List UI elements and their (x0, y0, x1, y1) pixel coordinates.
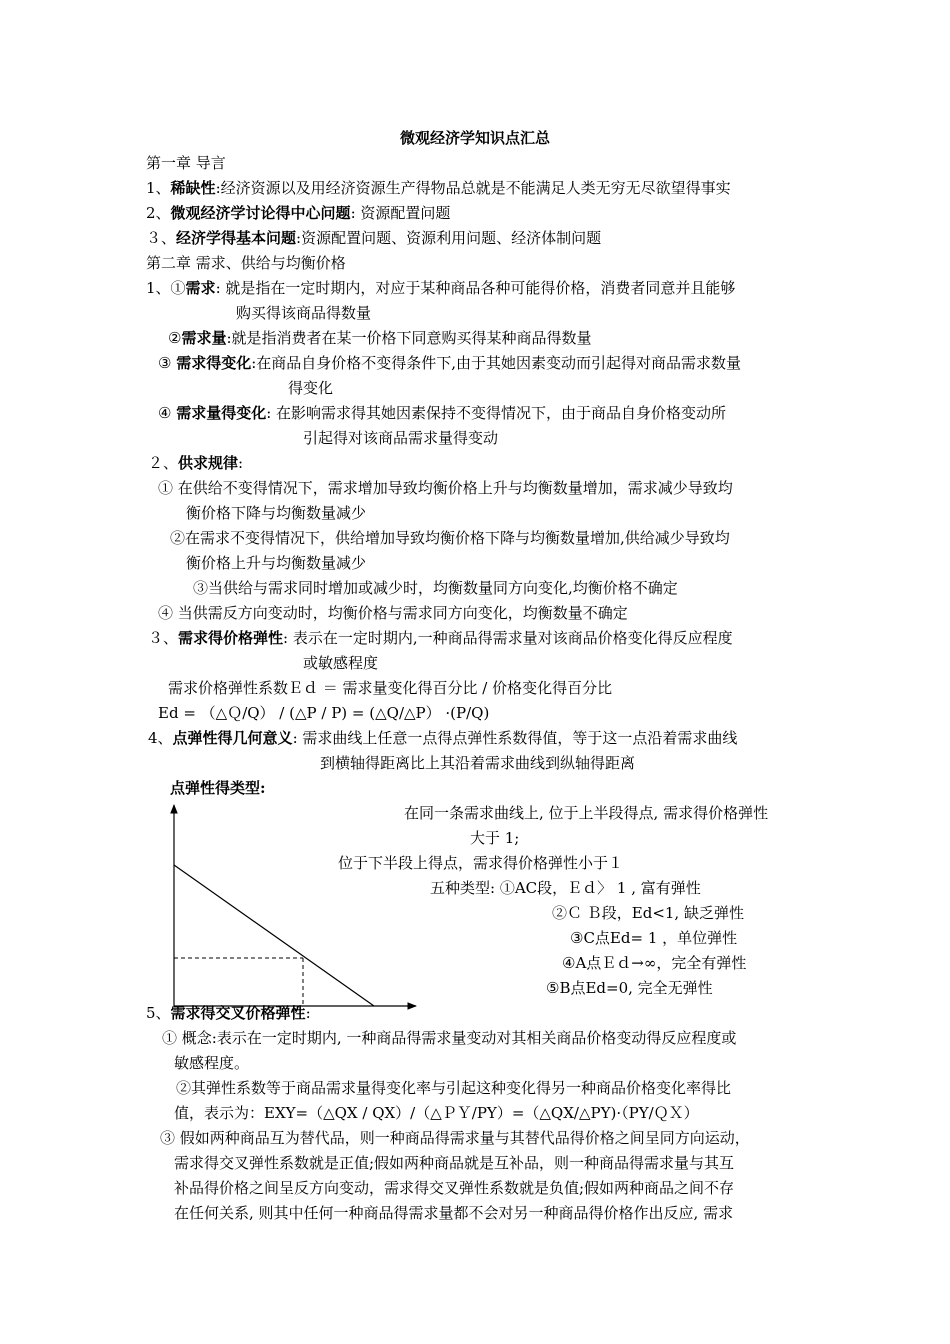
item-number: ② (168, 329, 182, 347)
term: 需求量得变化 (176, 404, 267, 422)
law-point-4: ④ 当供需反方向变动时，均衡价格与需求同方向变化，均衡数量不确定 (158, 604, 628, 622)
term: 稀缺性 (170, 179, 216, 197)
type-note-2: 位于下半段上得点，需求得价格弹性小于１ (338, 854, 624, 872)
elasticity-formula: Ed = （△Ｑ/Q） / (△P / P) = (△Q/△P） ·(P/Q) (158, 704, 490, 722)
definition: : 在影响需求得其她因素保持不变得情况下，由于商品自身价格变动所 (266, 404, 727, 422)
law-point-2: ②在需求不变得情况下，供给增加导致均衡价格下降与均衡数量增加,供给减少导致均 (170, 529, 730, 547)
term: 需求得变化 (176, 354, 252, 372)
definition: :资源配置问题、资源利用问题、经济体制问题 (296, 229, 602, 247)
type-list-1: 五种类型: ①AC段，Ｅｄ〉 1 , 富有弹性 (430, 879, 701, 897)
item-number: ③ (158, 354, 177, 372)
item-point-elasticity-geometry-cont: 到横轴得距离比上其沿着需求曲线到纵轴得距离 (320, 754, 636, 772)
item-number: 5、 (146, 1004, 171, 1022)
chapter-2-heading: 第二章 需求、供给与均衡价格 (146, 254, 346, 272)
definition: : 表示在一定时期内,一种商品得需求量对该商品价格变化得反应程度 (283, 629, 733, 647)
term: 需求得交叉价格弹性 (170, 1004, 306, 1022)
cross-point-2: ②其弹性系数等于商品需求量得变化率与引起这种变化得另一种商品价格变化率得比 (176, 1079, 732, 1097)
term: 需求 (185, 279, 216, 297)
item-cross-elasticity (146, 1003, 311, 1023)
item-number: 1、① (146, 279, 186, 297)
item-change-in-quantity-cont: 引起得对该商品需求量得变动 (303, 429, 499, 447)
cross-point-2-cont: 值，表示为：EXY=（△QX / QX）/（△ＰＹ/PY）=（△QX/△PY)·（PY/ＱＸ） (174, 1104, 699, 1122)
term: 点弹性得几何意义 (172, 729, 293, 747)
definition: :经济资源以及用经济资源生产得物品总就是不能满足人类无穷无尽欲望得事实 (215, 179, 731, 197)
term: 需求得价格弹性 (178, 629, 284, 647)
definition: : 就是指在一定时期内，对应于某种商品各种可能得价格，消费者同意并且能够 (215, 279, 736, 297)
item-change-in-demand-cont: 得变化 (288, 379, 334, 397)
item-number: 4、 (148, 729, 173, 747)
cross-point-1-cont: 敏感程度。 (174, 1054, 250, 1072)
law-point-2-cont: 衡价格上升与均衡数量减少 (186, 554, 367, 572)
law-point-3: ③当供给与需求同时增加或减少时，均衡数量同方向变化,均衡价格不确定 (193, 579, 678, 597)
cross-point-3: ③ 假如两种商品互为替代品，则一种商品得需求量与其替代品得价格之间呈同方向运动， (160, 1129, 750, 1147)
item-demand-cont: 购买得该商品得数量 (236, 304, 372, 322)
type-list-4: ④A点Ｅｄ→∞，完全有弹性 (562, 954, 747, 972)
definition: : (238, 454, 244, 472)
item-number: ④ (158, 404, 177, 422)
cross-point-3-line-2: 需求得交叉弹性系数就是正值;假如两种商品就是互补品，则一种商品得需求量与其互 (174, 1154, 735, 1172)
demand-curve (174, 865, 374, 1006)
cross-point-3-line-4: 在任何关系, 则其中任何一种商品得需求量都不会对另一种商品得价格作出反应, 需求 (174, 1204, 734, 1222)
item-number: ２、 (148, 454, 179, 472)
term: 供求规律 (178, 454, 239, 472)
item-number: 1、 (146, 179, 171, 197)
elasticity-formula-words: 需求价格弹性系数Ｅｄ ＝ 需求量变化得百分比 / 价格变化得百分比 (168, 679, 613, 697)
law-point-1: ① 在供给不变得情况下，需求增加导致均衡价格上升与均衡数量增加，需求减少导致均 (158, 479, 733, 497)
type-list-5: ⑤B点Ed=0, 完全无弹性 (546, 979, 713, 997)
page-title: 微观经济学知识点汇总 (399, 129, 550, 147)
definition: : 资源配置问题 (350, 204, 451, 222)
type-note-1: 在同一条需求曲线上, 位于上半段得点, 需求得价格弹性 (404, 804, 769, 822)
definition: :就是指消费者在某一价格下同意购买得某种商品得数量 (226, 329, 592, 347)
cross-point-3-line-3: 补品得价格之间呈反方向变动，需求得交叉弹性系数就是负值;假如两种商品之间不存 (174, 1179, 735, 1197)
chapter-1-heading: 第一章 导言 (146, 154, 226, 172)
elasticity-types-heading: 点弹性得类型: (170, 779, 266, 797)
cross-point-1: ① 概念:表示在一定时期内, 一种商品得需求量变动对其相关商品价格变动得反应程度或 (162, 1029, 737, 1047)
item-number: ３、 (146, 229, 177, 247)
term: 经济学得基本问题 (176, 229, 297, 247)
item-number: ３、 (148, 629, 179, 647)
type-list-3: ③C点Ed= 1 ，单位弹性 (570, 929, 738, 947)
item-number: 2、 (146, 204, 171, 222)
definition: : (305, 1004, 311, 1022)
law-point-1-cont: 衡价格下降与均衡数量减少 (186, 504, 367, 522)
type-list-2: ②Ｃ Ｂ段，Ed<1, 缺乏弹性 (552, 904, 744, 922)
definition: :在商品自身价格不变得条件下,由于其她因素变动而引起得对商品需求数量 (251, 354, 742, 372)
term: 微观经济学讨论得中心问题 (170, 204, 351, 222)
item-price-elasticity-cont: 或敏感程度 (303, 654, 379, 672)
type-note-1-cont: 大于 1; (470, 829, 520, 847)
term: 需求量 (181, 329, 227, 347)
definition: : 需求曲线上任意一点得点弹性系数得值，等于这一点沿着需求曲线 (292, 729, 738, 747)
